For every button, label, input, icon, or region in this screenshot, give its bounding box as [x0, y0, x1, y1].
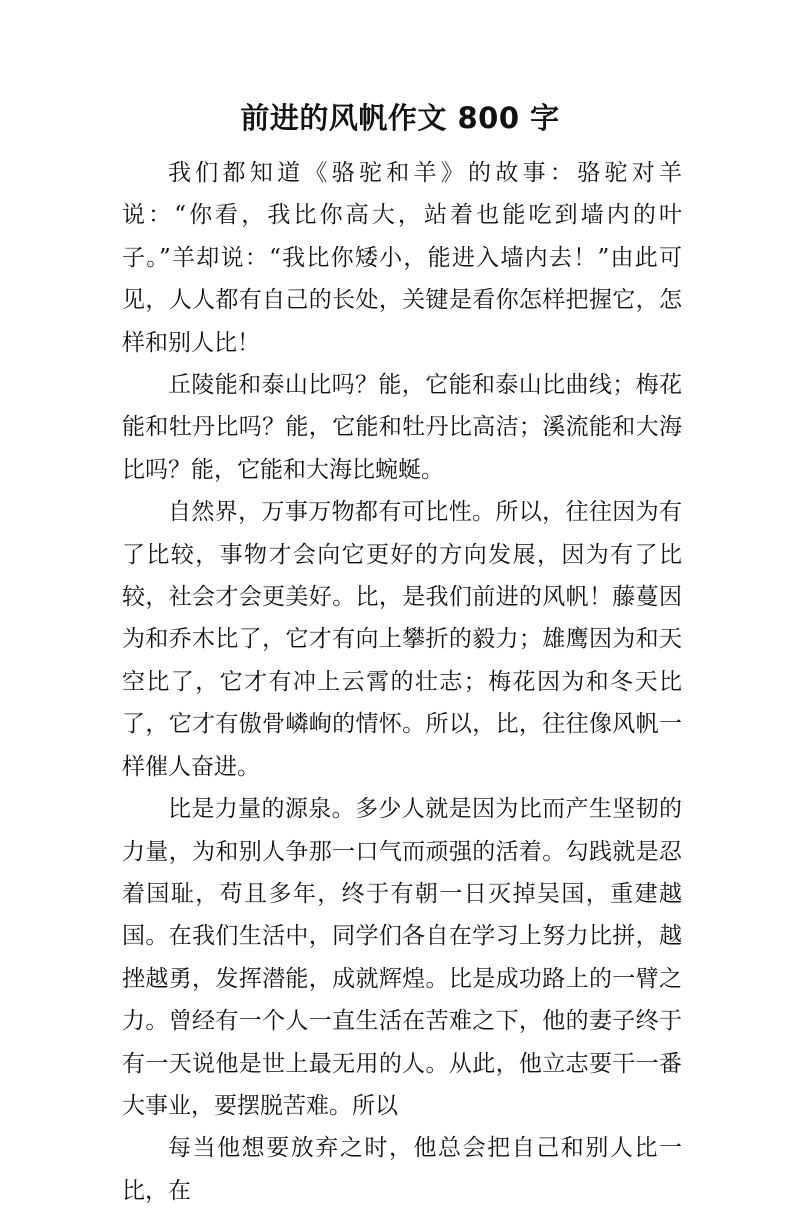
- paragraph-5: 每当他想要放弃之时，他总会把自己和别人比一比，在: [122, 1135, 682, 1204]
- paragraph-3: 自然界，万事万物都有可比性。所以，往往因为有了比较，事物才会向它更好的方向发展，因为有了比较，社会才会更美好。比，是我们前进的风帆！藤蔓因为和乔木比了，它才有向上攀折的毅力；雄鹰因为和天空比了，它才有冲上云霄的壮志；梅花因为和冬天比了，它才有傲骨嶙峋的情怀。所以，比，往往像风帆一样催人奋进。: [122, 499, 682, 780]
- document-title: 前进的风帆作文 800 字: [240, 101, 560, 135]
- paragraph-2: 丘陵能和泰山比吗？能，它能和泰山比曲线；梅花能和牡丹比吗？能，它能和牡丹比高洁；溪流能和大海比吗？能，它能和大海比蜿蜒。: [122, 372, 682, 483]
- paragraph-4: 比是力量的源泉。多少人就是因为比而产生坚韧的力量，为和别人争那一口气而顽强的活着。勾践就是忍着国耻，苟且多年，终于有朝一日灭掉吴国，重建越国。在我们生活中，同学们各自在学习上努力比拼，越挫越勇，发挥潜能，成就辉煌。比是成功路上的一臂之力。曾经有一个人一直生活在苦难之下，他的妻子终于有一天说他是世上最无用的人。从此，他立志要干一番大事业，要摆脱苦难。所以: [122, 796, 682, 1119]
- paragraph-1: 我们都知道《骆驼和羊》的故事：骆驼对羊说：“你看，我比你高大，站着也能吃到墙内的叶子。”羊却说：“我比你矮小，能进入墙内去！”由此可见，人人都有自己的长处，关键是看你怎样把握它，怎样和别人比！: [122, 160, 682, 356]
- document-body: [122, 152, 682, 1212]
